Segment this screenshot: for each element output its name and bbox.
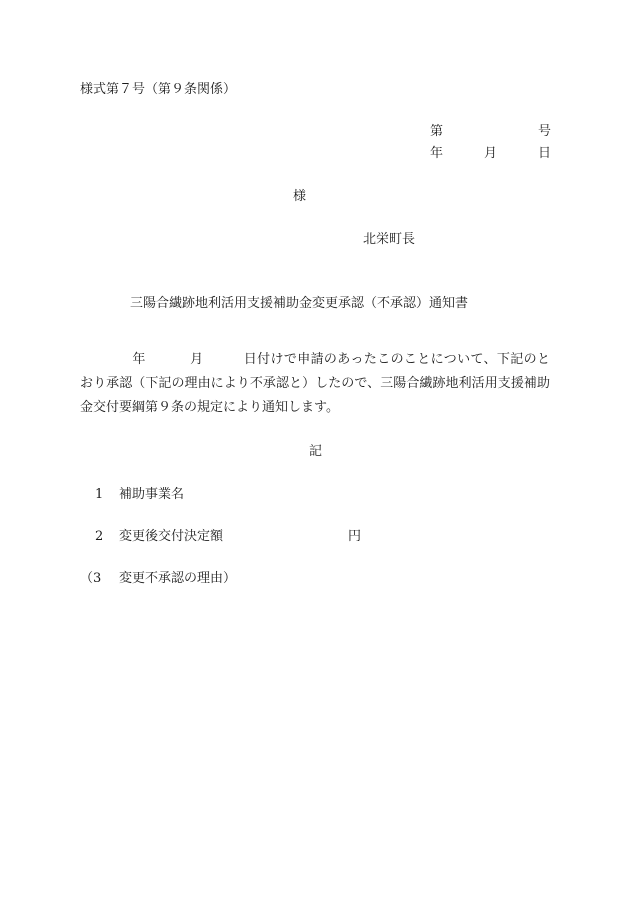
- body-text: 日付けで申請のあったこのことについて、下記のとおり承認（下記の理由により不承認と）したので、三陽合繊跡地利活用支援補助金交付要綱第９条の規定により通知します。: [80, 352, 550, 415]
- form-label: 様式第７号（第９条関係）: [80, 82, 237, 97]
- item-2-label: 変更後交付決定額: [119, 529, 224, 544]
- document-number-prefix: 第: [430, 124, 444, 139]
- item-1-label: 補助事業名: [119, 487, 185, 502]
- document-number-suffix: 号: [538, 124, 552, 139]
- sender-name: 北栄町長: [363, 232, 416, 247]
- ki-heading: 記: [309, 444, 323, 459]
- item-1-number: 1: [95, 487, 104, 502]
- body-paragraph: [80, 348, 550, 420]
- item-3-label: 変更不承認の理由）: [119, 571, 237, 586]
- body-year: 年: [132, 352, 146, 367]
- item-2-unit: 円: [348, 529, 362, 544]
- date-month: 月: [484, 146, 498, 161]
- body-month: 月: [189, 352, 204, 367]
- addressee-honorific: 様: [293, 189, 307, 204]
- document-title: 三陽合繊跡地利活用支援補助金変更承認（不承認）通知書: [130, 296, 469, 311]
- item-3-number: （3: [80, 571, 102, 586]
- date-day: 日: [538, 146, 552, 161]
- item-2-number: 2: [95, 529, 104, 544]
- date-year: 年: [430, 146, 444, 161]
